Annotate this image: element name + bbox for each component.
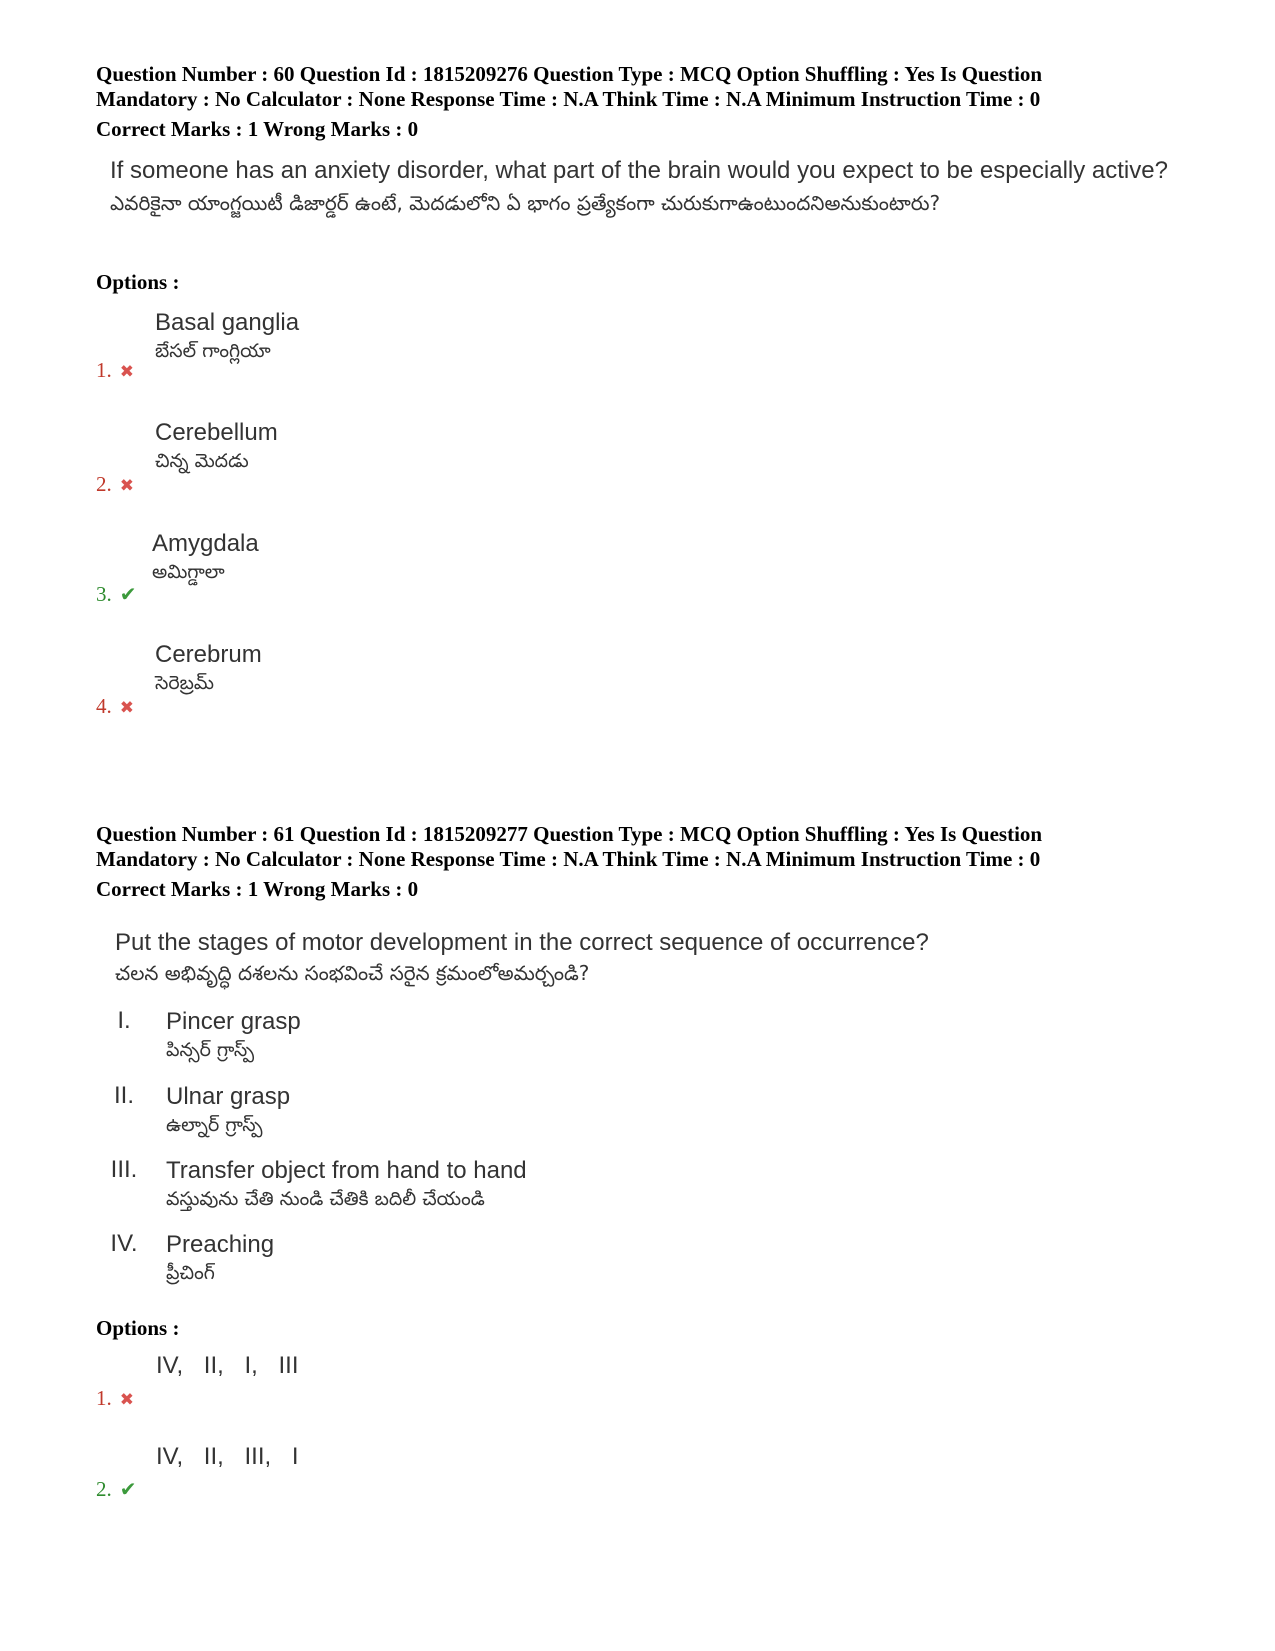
option-number bbox=[96, 582, 137, 607]
option-text-en: Amygdala bbox=[152, 530, 259, 557]
statement-number: I. bbox=[117, 1007, 131, 1034]
question-text-en: Put the stages of motor development in the correct sequence of occurrence? bbox=[115, 929, 929, 956]
option-number-label: 4. bbox=[96, 694, 112, 718]
statement-number: IV. bbox=[110, 1230, 138, 1257]
statement-number: III. bbox=[110, 1156, 138, 1183]
option-sequence: IV, II, I, III bbox=[156, 1352, 299, 1379]
option-number bbox=[96, 472, 134, 497]
statement-body bbox=[166, 1082, 290, 1138]
check-mark-icon: ✔ bbox=[119, 1477, 137, 1501]
cross-mark-icon: ✖ bbox=[119, 1390, 134, 1410]
option-body bbox=[156, 1352, 299, 1380]
option-number-label: 1. bbox=[96, 1386, 112, 1410]
statement-body bbox=[166, 1230, 274, 1286]
option-body bbox=[155, 418, 278, 474]
option-number-label: 2. bbox=[96, 1477, 112, 1501]
cross-mark-icon: ✖ bbox=[119, 698, 134, 718]
option-body bbox=[155, 308, 299, 364]
statement-text-en: Pincer grasp bbox=[166, 1008, 301, 1035]
question-60 bbox=[96, 62, 1186, 718]
statement-text-te: పిన్సర్ గ్రాస్ప్ bbox=[166, 1039, 255, 1061]
option-text-te: చిన్న మెదడు bbox=[155, 450, 249, 472]
options-label: Options : bbox=[96, 270, 180, 294]
statement-body bbox=[166, 1007, 301, 1063]
option-number bbox=[96, 1477, 137, 1502]
question-meta-line-1: Question Number : 60 Question Id : 1815209276 Question Type : MCQ Option Shuffling : Yes Is Question bbox=[96, 62, 1043, 86]
option-text-te: బేసల్ గాంగ్లియా bbox=[155, 340, 271, 362]
question-text-te: చలన అభివృద్ధి దశలను సంభవించే సరైన క్రమంలోఅమర్చండి? bbox=[115, 961, 590, 985]
question-marks: Correct Marks : 1 Wrong Marks : 0 bbox=[96, 117, 419, 141]
question-meta-line-1: Question Number : 61 Question Id : 1815209277 Question Type : MCQ Option Shuffling : Yes Is Question bbox=[96, 822, 1043, 846]
option-text-en: Basal ganglia bbox=[155, 309, 300, 336]
option-number-label: 3. bbox=[96, 582, 112, 606]
question-marks: Correct Marks : 1 Wrong Marks : 0 bbox=[96, 877, 419, 901]
option-text-en: Cerebrum bbox=[155, 641, 262, 668]
option-number bbox=[96, 358, 134, 383]
option-text-te: అమిగ్డాలా bbox=[152, 561, 225, 583]
statement-body bbox=[166, 1156, 527, 1212]
option-text-te: సెరెబ్రమ్ bbox=[155, 672, 214, 694]
option-body bbox=[155, 640, 262, 696]
question-meta-line-2: Mandatory : No Calculator : None Response Time : N.A Think Time : N.A Minimum Instruction Time : 0 bbox=[96, 847, 1041, 871]
statement-text-te: ఉల్నార్ గ్రాస్ప్ bbox=[166, 1114, 263, 1136]
question-meta bbox=[96, 822, 1186, 872]
question-text-te: ఎవరికైనా యాంగ్జయిటీ డిజార్డర్ ఉంటే, మెదడులోని ఏ భాగం ప్రత్యేకంగా చురుకుగాఉంటుందనిఅనుకుంటారు? bbox=[110, 191, 941, 215]
option-number-label: 2. bbox=[96, 472, 112, 496]
statement-text-en: Ulnar grasp bbox=[166, 1083, 291, 1110]
statement-number: II. bbox=[113, 1082, 134, 1109]
cross-mark-icon: ✖ bbox=[119, 362, 134, 382]
statement-text-te: వస్తువును చేతి నుండి చేతికి బదిలీ చేయండి bbox=[166, 1188, 485, 1210]
option-sequence: IV, II, III, I bbox=[156, 1443, 299, 1470]
cross-mark-icon: ✖ bbox=[119, 476, 134, 496]
option-text-en: Cerebellum bbox=[155, 419, 278, 446]
question-meta bbox=[96, 62, 1186, 112]
question-61 bbox=[96, 822, 1186, 1501]
option-number bbox=[96, 1386, 134, 1411]
option-number-label: 1. bbox=[96, 358, 112, 382]
option-body bbox=[156, 1443, 299, 1471]
question-text-block bbox=[115, 928, 1175, 986]
options-label: Options : bbox=[96, 1316, 180, 1340]
question-text-block bbox=[110, 156, 1190, 216]
statement-text-en: Transfer object from hand to hand bbox=[166, 1157, 527, 1184]
statement-text-en: Preaching bbox=[166, 1231, 275, 1258]
option-number bbox=[96, 694, 134, 719]
option-body bbox=[152, 529, 259, 585]
statement-text-te: ప్రీచింగ్ bbox=[166, 1262, 215, 1284]
question-meta-line-2: Mandatory : No Calculator : None Response Time : N.A Think Time : N.A Minimum Instruction Time : 0 bbox=[96, 87, 1041, 111]
check-mark-icon: ✔ bbox=[119, 582, 137, 606]
question-text-en: If someone has an anxiety disorder, what part of the brain would you expect to be especially active? bbox=[110, 157, 1168, 184]
